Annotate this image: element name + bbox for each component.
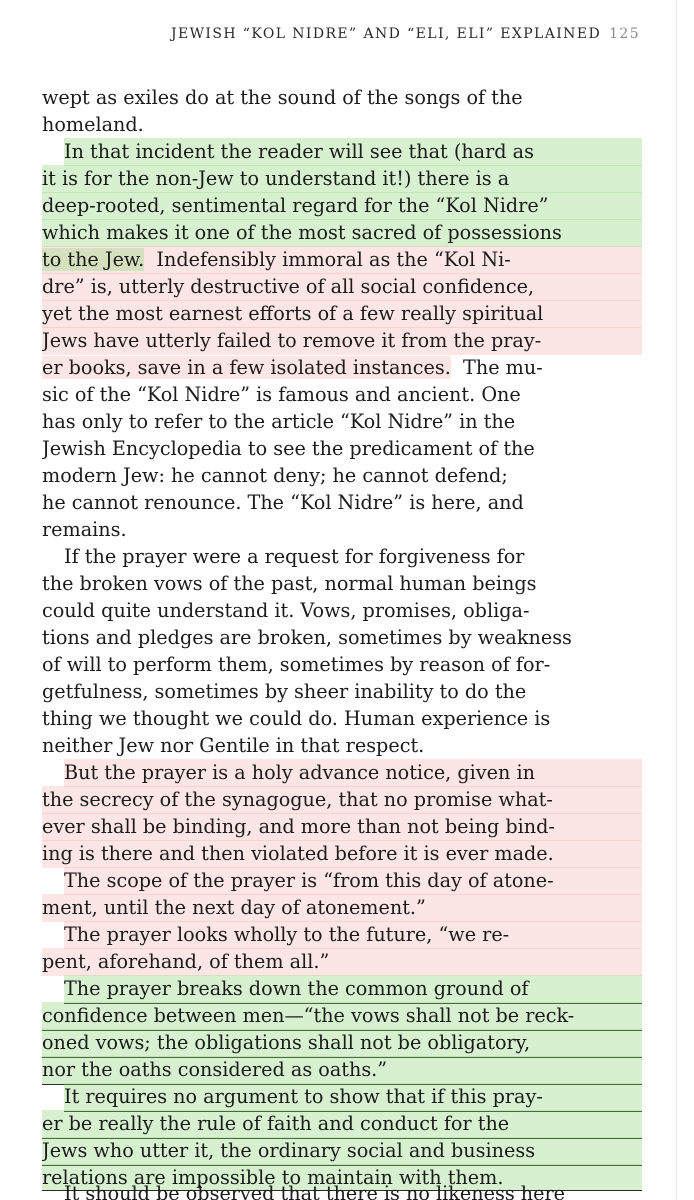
text-line-highlighted-underlined: confidence between men—“the vows shall not be reck- <box>42 1002 642 1031</box>
text-line: tions and pledges are broken, sometimes by weakness <box>42 626 572 649</box>
text-line: remains. <box>42 518 127 541</box>
text-line: modern Jew: he cannot deny; he cannot defend; <box>42 464 508 487</box>
text-line: the broken vows of the past, normal human beings <box>42 572 537 595</box>
text-line-highlighted-underlined: Jews who utter it, the ordinary social and business <box>42 1137 642 1166</box>
text-line-highlighted: In that incident the reader will see that (hard as <box>64 138 642 166</box>
text-line-highlighted: ment, until the next day of atonement.” <box>42 894 642 922</box>
text-line-highlighted-underlined: It requires no argument to show that if this pray- <box>64 1083 642 1112</box>
text-line: getfulness, sometimes by sheer inability to do the <box>42 680 527 703</box>
text-line-mixed-highlight <box>42 354 642 382</box>
highlight-green-segment: to the Jew. <box>42 248 145 271</box>
highlight-pink-segment: Indefensibly immoral as the “Kol Ni- <box>156 248 511 271</box>
text-line: has only to refer to the article “Kol Nidre” in the <box>42 410 516 433</box>
text-line: neither Jew nor Gentile in that respect. <box>42 734 425 757</box>
page-edge-shadow <box>676 0 677 1200</box>
text-line: Jewish Encyclopedia to see the predicament of the <box>42 437 535 460</box>
text-line-highlighted-underlined: nor the oaths considered as oaths.” <box>42 1056 642 1085</box>
text-line-cut-off: It should be observed that there is no likeness here <box>64 1182 566 1200</box>
running-title: JEWISH “KOL NIDRE” AND “ELI, ELI” EXPLAINED <box>171 26 602 42</box>
text-line-highlighted: But the prayer is a holy advance notice, given in <box>64 759 642 787</box>
text-line: could quite understand it. Vows, promises, obliga- <box>42 599 530 622</box>
text-line: If the prayer were a request for forgiveness for <box>64 545 525 568</box>
text-line-highlighted: dre” is, utterly destructive of all social confidence, <box>42 273 642 301</box>
text-line-highlighted: the secrecy of the synagogue, that no promise what- <box>42 786 642 814</box>
text-line: he cannot renounce. The “Kol Nidre” is here, and <box>42 491 524 514</box>
text-line: of will to perform them, sometimes by reason of for- <box>42 653 551 676</box>
running-header <box>0 26 640 42</box>
text-line-highlighted-underlined: er be really the rule of faith and conduct for the <box>42 1110 642 1139</box>
text-line-highlighted-underlined: oned vows; the obligations shall not be obligatory, <box>42 1029 642 1058</box>
text-line-highlighted: yet the most earnest efforts of a few really spiritual <box>42 300 642 328</box>
text-line-highlighted: which makes it one of the most sacred of possessions <box>42 219 642 247</box>
text-line: homeland. <box>42 113 144 136</box>
text-line-highlighted: it is for the non-Jew to understand it!) there is a <box>42 165 642 193</box>
highlight-pink-segment: er books, save in a few isolated instances. <box>42 356 451 379</box>
page-number: 125 <box>609 26 640 42</box>
text-line-highlighted: deep-rooted, sentimental regard for the “Kol Nidre” <box>42 192 642 220</box>
text-line-highlighted: The prayer looks wholly to the future, “we re- <box>64 921 642 949</box>
text-line: thing we thought we could do. Human experience is <box>42 707 551 730</box>
text-line-highlighted-underlined: The prayer breaks down the common ground of <box>64 975 642 1004</box>
text-line-highlighted: ever shall be binding, and more than not being bind- <box>42 813 642 841</box>
text-line-highlighted: The scope of the prayer is “from this day of atone- <box>64 867 642 895</box>
text-line: sic of the “Kol Nidre” is famous and ancient. One <box>42 383 521 406</box>
text-line-highlighted: ing is there and then violated before it is ever made. <box>42 840 642 868</box>
text-line: wept as exiles do at the sound of the songs of the <box>42 86 523 109</box>
plain-segment: The mu- <box>463 356 543 379</box>
text-line-highlighted-underlined: relations are impossible to maintain with them. <box>42 1164 642 1191</box>
text-line-highlighted: pent, aforehand, of them all.” <box>42 948 642 976</box>
text-line-mixed-highlight <box>42 246 642 274</box>
text-line-highlighted: Jews have utterly failed to remove it from the pray- <box>42 327 642 355</box>
